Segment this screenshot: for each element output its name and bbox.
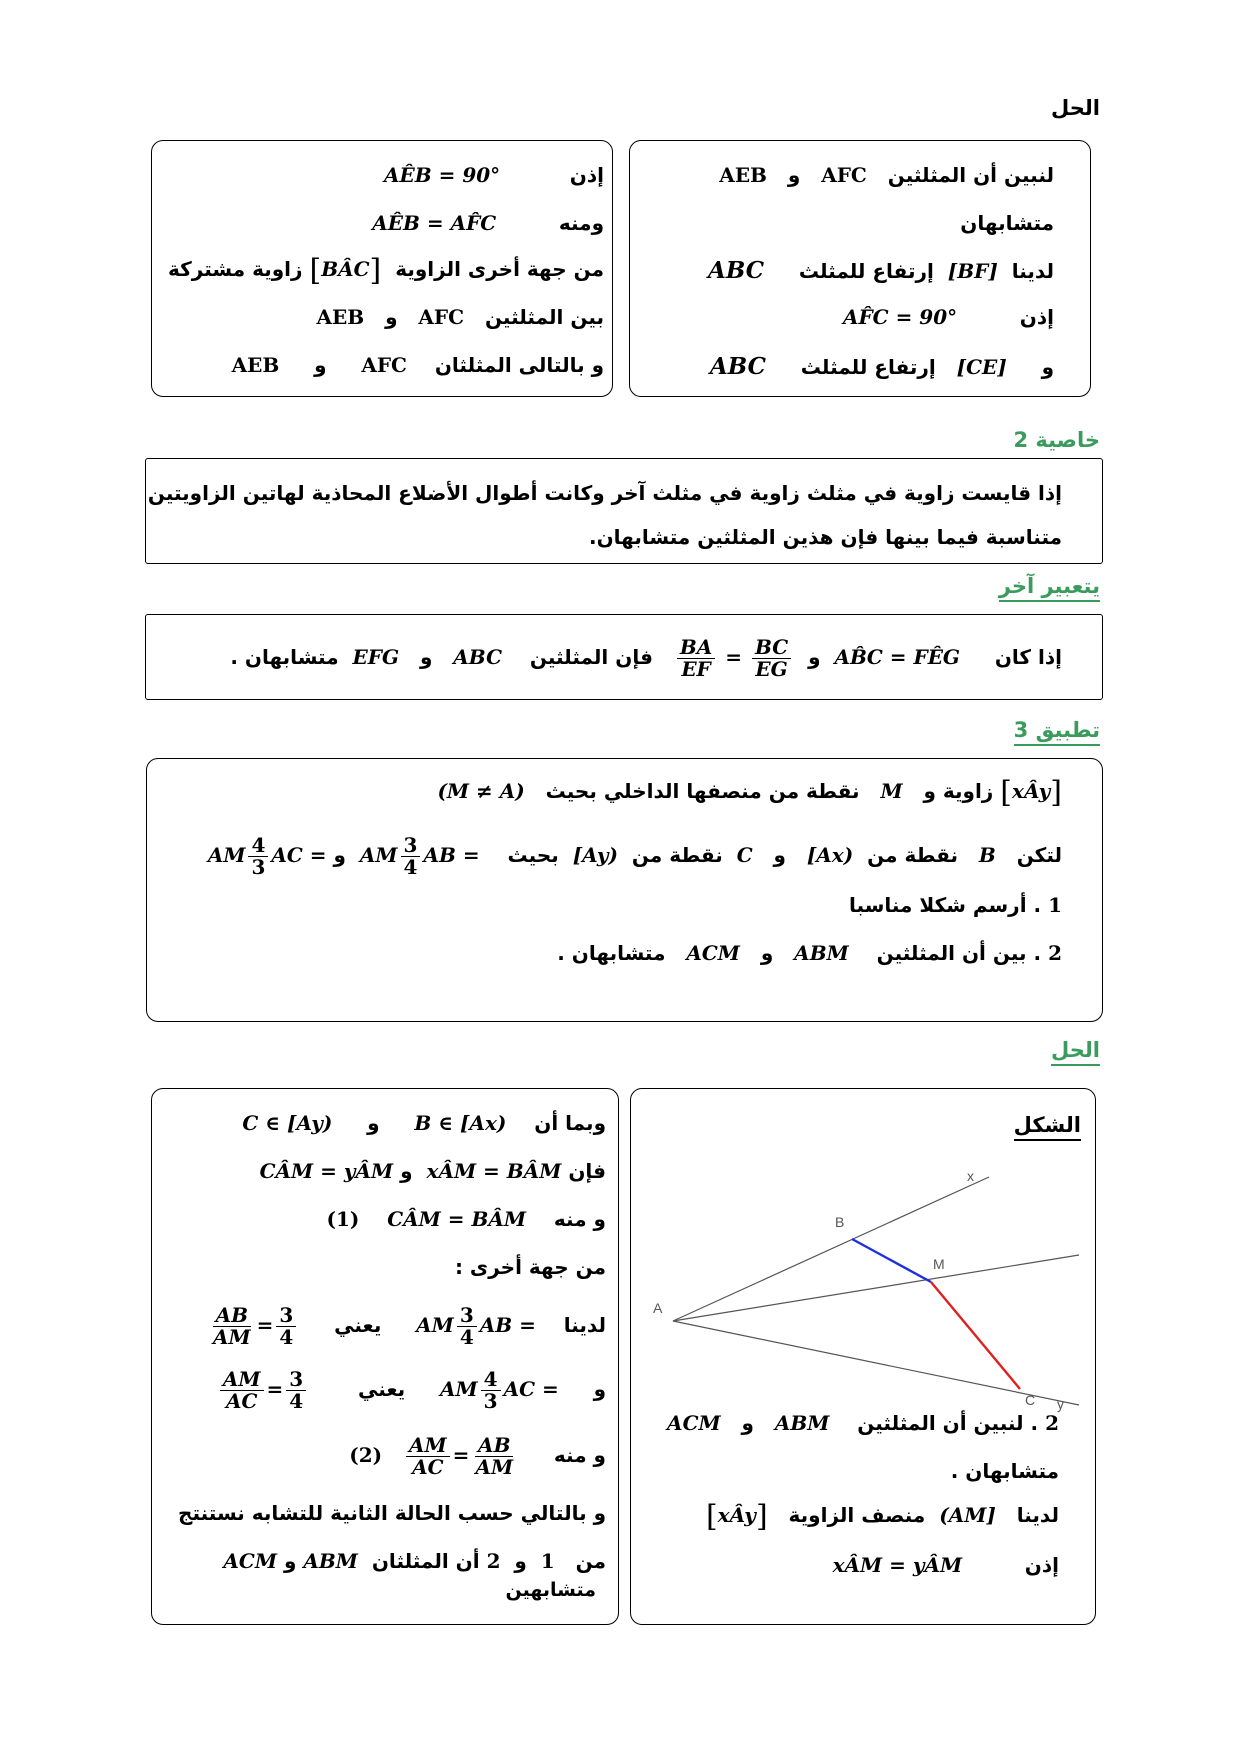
- solution-right-box: [629, 140, 1091, 397]
- application-heading: تطبيق 3: [1014, 718, 1100, 746]
- text-line: بين المثلثين AFC و AEB: [316, 305, 604, 329]
- text-line: لدينا AB = $\frac{3}{4}$ AM يعني $\frac{3}{4}$ = $\frac{AB}{AM}$: [212, 1303, 606, 1349]
- text-line: من 1 و 2 أن المثلثان ABM و ACM: [223, 1549, 606, 1573]
- segment-bm: [852, 1239, 931, 1282]
- text-line: و [CE] إرتفاع للمثلث ABC: [709, 353, 1054, 380]
- label-x: x: [967, 1168, 974, 1184]
- text-line: و بالتالى المثلثان AFC و AEB: [231, 353, 604, 377]
- other-expression-heading: يتعبير آخر: [999, 574, 1100, 602]
- text-line: إذن AF̂C = 90°: [842, 305, 1054, 329]
- text-line: لدينا (AM] منصف الزاوية [xÂy]: [705, 1499, 1059, 1534]
- question-2: 2 . بين أن المثلثين ABM و ACM متشابهان .: [557, 941, 1062, 965]
- text-line: فإن xÂM = BÂM و CÂM = yÂM: [259, 1159, 606, 1183]
- ray-ax: [673, 1177, 989, 1321]
- solution-2-left-box: [151, 1088, 619, 1625]
- text-line: متشابهين: [505, 1579, 596, 1601]
- label-b: B: [835, 1214, 845, 1230]
- label-y: y: [1057, 1396, 1064, 1412]
- geometry-figure: [631, 1159, 1097, 1412]
- text-line: من جهة أخرى :: [454, 1255, 606, 1279]
- property-box: [145, 458, 1103, 564]
- text-line: ومنه AÊB = AF̂C: [372, 211, 604, 235]
- text-line: متشابهان: [960, 211, 1054, 235]
- application-box: [146, 758, 1103, 1022]
- label-a: A: [653, 1300, 663, 1316]
- text-line: لدينا [BF] إرتفاع للمثلث ABC: [707, 257, 1054, 284]
- label-c: C: [1025, 1392, 1036, 1408]
- figure-box: [630, 1088, 1096, 1625]
- text-line: متشابهان .: [950, 1459, 1059, 1483]
- solution-2-heading: الحل: [1051, 1038, 1100, 1066]
- solution-heading: الحل: [1051, 96, 1100, 120]
- text-line: و بالتالي حسب الحالة الثانية للتشابه نستنتج: [178, 1501, 606, 1525]
- ray-bisector: [673, 1255, 1079, 1321]
- other-expression-box: [145, 614, 1103, 700]
- text-line: و منه CÂM = BÂM (1): [326, 1207, 606, 1231]
- text-line: من جهة أخرى الزاوية [BÂC] زاوية مشتركة: [168, 253, 604, 288]
- text-line: و منه $\frac{AB}{AM}$ = $\frac{AM}{AC}$ (2): [349, 1433, 606, 1479]
- property-heading: خاصية 2: [1013, 428, 1100, 452]
- property-line-2: متناسبة فيما بينها فإن هذين المثلثين متشابهان.: [588, 525, 1062, 549]
- text-line: لنبين أن المثلثين AFC و AEB: [719, 163, 1054, 187]
- solution-left-box: [151, 140, 613, 397]
- application-line-1: [xÂy] زاوية و M نقطة من منصفها الداخلي بحيث (M ≠ A): [437, 775, 1062, 810]
- text-line: إذن xÂM = yÂM: [832, 1553, 1059, 1577]
- figure-title: الشكل: [1014, 1113, 1081, 1141]
- expression-line: إذا كان AB̂C = FÊG و $\frac{BC}{EG}$ = $\frac{BA}{EF}$ فإن المثلثين ABC و EFG متشابهان .: [230, 635, 1062, 681]
- segment-mc: [931, 1282, 1020, 1389]
- text-line: 2 . لنبين أن المثلثين ABM و ACM: [667, 1411, 1059, 1435]
- ray-ay: [673, 1321, 1079, 1405]
- text-line: وبما أن B ∈ [Ax) و C ∈ [Ay): [242, 1111, 606, 1135]
- application-line-2: لتكن B نقطة من [Ax) و C نقطة من [Ay) بحيث AB = $\frac{3}{4}$ AM و AC = $\frac{4}{3}$ AM: [207, 833, 1062, 879]
- text-line: إذن AÊB = 90°: [383, 163, 604, 187]
- question-1: 1 . أرسم شكلا مناسبا: [849, 893, 1062, 917]
- label-m: M: [933, 1256, 945, 1272]
- property-line-1: إذا قايست زاوية في مثلث زاوية في مثلث آخر وكانت أطوال الأضلاع المحاذية لهاتين الزاويتين: [147, 481, 1062, 505]
- text-line: و AC = $\frac{4}{3}$ AM يعني $\frac{3}{4}$ = $\frac{AM}{AC}$: [217, 1359, 606, 1419]
